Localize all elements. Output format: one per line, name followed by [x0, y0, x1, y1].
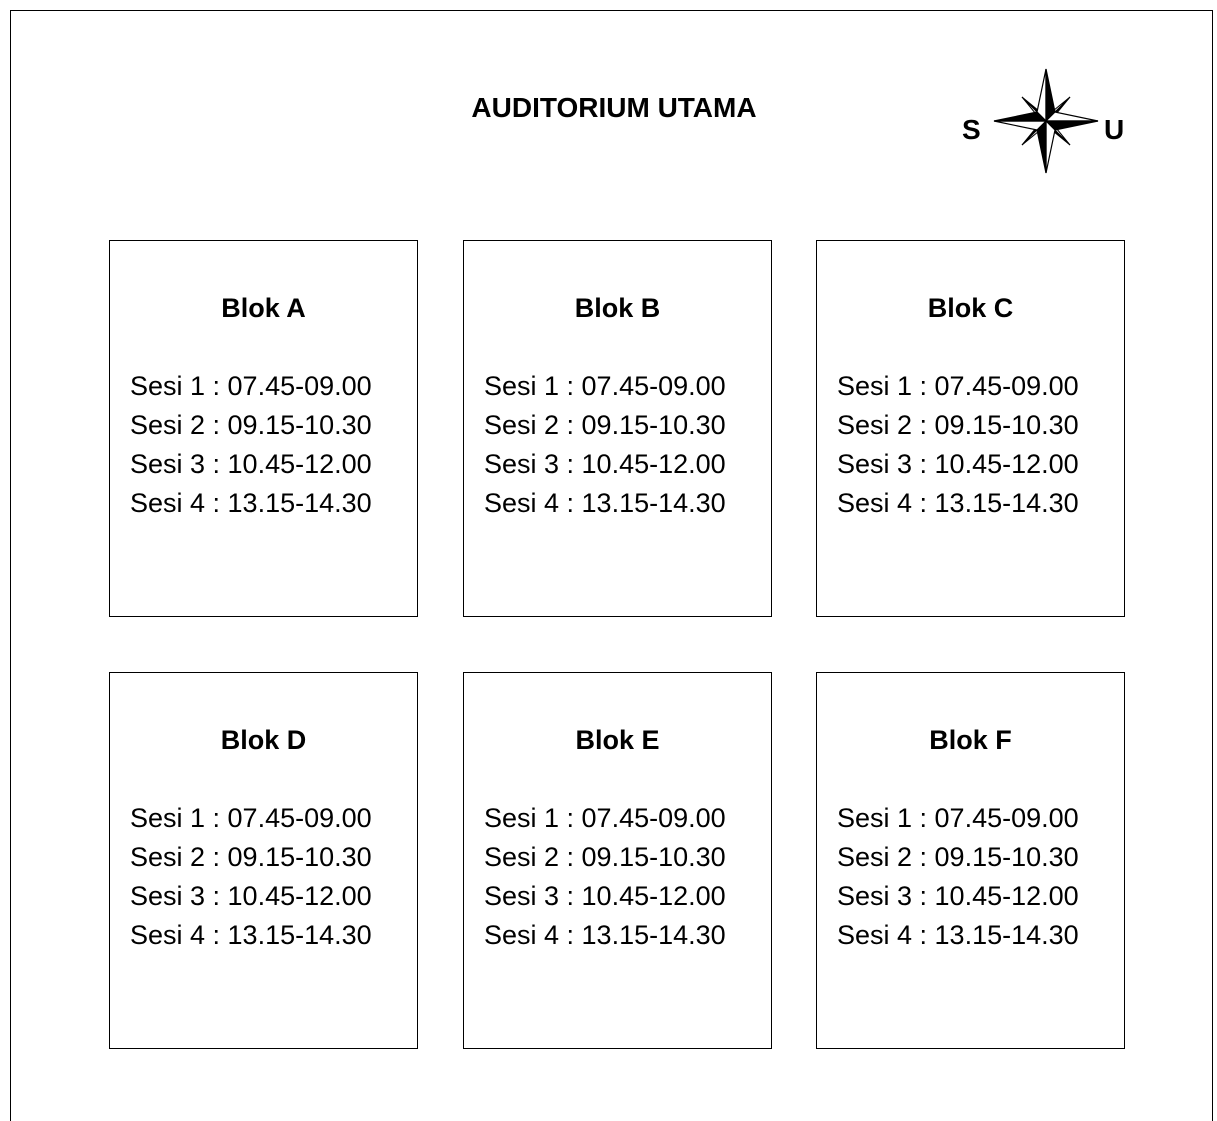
- session-item: Sesi 3 : 10.45-12.00: [837, 449, 1079, 479]
- block-e: [463, 672, 772, 1049]
- frame-left-border: [10, 10, 11, 1121]
- session-item: Sesi 2 : 09.15-10.30: [837, 410, 1079, 440]
- session-list: [484, 367, 726, 523]
- session-item: Sesi 4 : 13.15-14.30: [837, 488, 1079, 518]
- block-title: Blok C: [927, 293, 1014, 323]
- block-f: [816, 672, 1125, 1049]
- session-item: Sesi 3 : 10.45-12.00: [484, 449, 726, 479]
- session-item: Sesi 2 : 09.15-10.30: [837, 842, 1079, 872]
- session-item: Sesi 1 : 07.45-09.00: [484, 371, 726, 401]
- session-item: Sesi 4 : 13.15-14.30: [484, 920, 726, 950]
- session-item: Sesi 4 : 13.15-14.30: [484, 488, 726, 518]
- session-list: [837, 367, 1079, 523]
- session-item: Sesi 2 : 09.15-10.30: [484, 410, 726, 440]
- session-list: [130, 799, 372, 955]
- block-b: [463, 240, 772, 617]
- session-item: Sesi 2 : 09.15-10.30: [130, 842, 372, 872]
- session-list: [837, 799, 1079, 955]
- frame-top-border: [10, 10, 1212, 11]
- session-item: Sesi 2 : 09.15-10.30: [130, 410, 372, 440]
- session-item: Sesi 4 : 13.15-14.30: [130, 920, 372, 950]
- session-list: [484, 799, 726, 955]
- session-item: Sesi 3 : 10.45-12.00: [130, 449, 372, 479]
- block-title: Blok A: [221, 293, 306, 323]
- compass-rose-icon: [991, 66, 1101, 176]
- block-title: Blok B: [574, 293, 661, 323]
- block-a: [109, 240, 418, 617]
- session-item: Sesi 3 : 10.45-12.00: [130, 881, 372, 911]
- session-item: Sesi 1 : 07.45-09.00: [837, 371, 1079, 401]
- block-c: [816, 240, 1125, 617]
- session-item: Sesi 4 : 13.15-14.30: [130, 488, 372, 518]
- session-item: Sesi 3 : 10.45-12.00: [484, 881, 726, 911]
- session-item: Sesi 3 : 10.45-12.00: [837, 881, 1079, 911]
- session-item: Sesi 4 : 13.15-14.30: [837, 920, 1079, 950]
- session-item: Sesi 1 : 07.45-09.00: [837, 803, 1079, 833]
- block-d: [109, 672, 418, 1049]
- block-title: Blok D: [220, 725, 307, 755]
- session-list: [130, 367, 372, 523]
- block-title: Blok F: [929, 725, 1012, 755]
- compass-right-label: U: [1104, 114, 1125, 145]
- session-item: Sesi 2 : 09.15-10.30: [484, 842, 726, 872]
- diagram-title: AUDITORIUM UTAMA: [471, 92, 757, 123]
- frame-right-border: [1212, 10, 1213, 1121]
- block-title: Blok E: [575, 725, 660, 755]
- session-item: Sesi 1 : 07.45-09.00: [130, 803, 372, 833]
- session-item: Sesi 1 : 07.45-09.00: [130, 371, 372, 401]
- session-item: Sesi 1 : 07.45-09.00: [484, 803, 726, 833]
- compass: [958, 66, 1133, 176]
- compass-left-label: S: [962, 114, 981, 145]
